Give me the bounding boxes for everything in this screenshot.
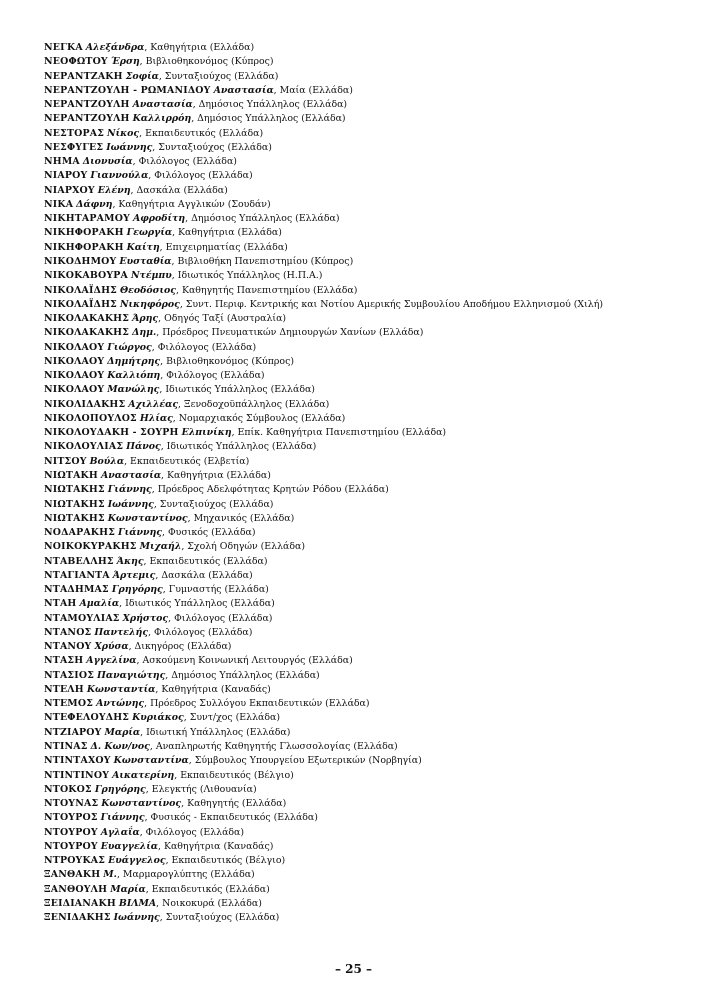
entry-surname: ΝΕΟΦΩΤΟΥ xyxy=(44,56,108,68)
entry-description: , Καθηγήτρια Αγγλικών (Σουδάν) xyxy=(112,198,271,210)
entry-description: , Φυσικός (Ελλάδα) xyxy=(161,527,256,539)
entry-given-name: Δημ. xyxy=(132,327,157,339)
entry-description: , Καθηγήτρια (Ελλάδα) xyxy=(161,469,271,481)
entry-surname: ΝΙΚΟΛΑΟΥ xyxy=(44,384,105,396)
list-item xyxy=(44,241,684,255)
entry-description: , Σχολή Οδηγών (Ελλάδα) xyxy=(181,541,305,553)
entry-given-name: Ευάγγελος xyxy=(108,855,166,867)
entry-surname: ΞΑΝΘΟΥΛΗ xyxy=(44,883,108,895)
entry-description: , Ιδιωτική Υπάλληλος (Ελλάδα) xyxy=(140,726,291,738)
entry-description: , Ιδιωτικός Υπάλληλος (Ελλάδα) xyxy=(119,598,275,610)
entry-given-name: Αγγελίνα xyxy=(86,655,137,667)
list-item xyxy=(44,583,684,597)
entry-description: , Καθηγήτρια (Ελλάδα) xyxy=(172,227,282,239)
list-item xyxy=(44,498,684,512)
entry-description: , Εκπαιδευτικός (Ελλάδα) xyxy=(145,883,270,895)
list-item xyxy=(44,298,684,312)
entry-given-name: Ντέμπυ xyxy=(130,270,172,282)
entry-surname: ΝΤΑΝΟΥ xyxy=(44,641,92,653)
entry-description: , Δημόσιος Υπάλληλος (Ελλάδα) xyxy=(165,669,320,681)
list-item xyxy=(44,483,684,497)
list-item xyxy=(44,840,684,854)
entry-given-name: Αγλαΐα xyxy=(100,826,140,838)
entry-surname: ΝΙΚΟΛΑΟΥ xyxy=(44,370,105,382)
entry-surname: ΝΙΚΟΛΑΪΔΗΣ xyxy=(44,298,117,310)
entry-surname: ΝΙΩΤΑΚΗΣ xyxy=(44,512,105,524)
list-item xyxy=(44,55,684,69)
entry-description: , Επίκ. Καθηγήτρια Πανεπιστημίου (Ελλάδα) xyxy=(231,427,447,439)
entry-given-name: Δάφνη xyxy=(76,198,113,210)
list-item xyxy=(44,341,684,355)
list-item xyxy=(44,526,684,540)
entry-description: , Δημόσιος Υπάλληλος (Ελλάδα) xyxy=(192,99,348,111)
entry-surname: ΝΕΡΑΝΤΖΟΥΛΗ - ΡΩΜΑΝΙΔΟΥ xyxy=(44,84,211,96)
list-item xyxy=(44,184,684,198)
list-item xyxy=(44,212,684,226)
list-item xyxy=(44,726,684,740)
entry-surname: ΝΙΚΟΚΑΒΟΥΡΑ xyxy=(44,270,128,282)
entry-given-name: Αντώνης xyxy=(96,698,145,710)
entry-given-name: Κωνσταντίνος xyxy=(101,798,182,810)
entry-given-name: Μ. xyxy=(103,869,117,881)
entry-given-name: Ιωάννης xyxy=(107,498,154,510)
list-item xyxy=(44,826,684,840)
list-item xyxy=(44,711,684,725)
entry-surname: ΝΤΟΥΡΟΣ xyxy=(44,812,98,824)
entry-given-name: Άρης xyxy=(132,313,159,325)
list-item xyxy=(44,797,684,811)
entry-given-name: Καλλιόπη xyxy=(107,370,161,382)
entry-surname: ΝΤΑΜΟΥΛΙΑΣ xyxy=(44,612,120,624)
entry-description: , Φιλόλογος (Ελλάδα) xyxy=(160,370,265,382)
entry-given-name: Κωνσταντία xyxy=(86,683,156,695)
entry-given-name: Αφροδίτη xyxy=(132,213,186,225)
entry-surname: ΞΕΝΙΔΑΚΗΣ xyxy=(44,912,111,924)
entry-given-name: Αναστασία xyxy=(213,84,274,96)
entry-surname: ΝΤΕΜΟΣ xyxy=(44,698,94,710)
list-item xyxy=(44,226,684,240)
entry-given-name: Διονυσία xyxy=(82,156,133,168)
list-item xyxy=(44,112,684,126)
entry-given-name: Ευαγγελία xyxy=(100,840,158,852)
list-item xyxy=(44,640,684,654)
entry-description: , Συντ/χος (Ελλάδα) xyxy=(183,712,280,724)
list-item xyxy=(44,455,684,469)
list-item xyxy=(44,255,684,269)
entry-surname: ΝΤΟΥΡΟΥ xyxy=(44,826,98,838)
entry-given-name: Παντελής xyxy=(94,626,149,638)
entry-given-name: Ελένη xyxy=(97,184,131,196)
entry-description: , Συνταξιούχος (Ελλάδα) xyxy=(159,912,280,924)
list-item xyxy=(44,597,684,611)
entry-surname: ΝΙΚΟΛΑΚΑΚΗΣ xyxy=(44,327,130,339)
entry-given-name: Γιώργος xyxy=(107,341,152,353)
entry-given-name: Νικηφόρος xyxy=(119,298,180,310)
entry-given-name: Κυριάκος xyxy=(132,712,184,724)
entry-given-name: Ελπινίκη xyxy=(181,427,232,439)
entry-given-name: Κωνσταντίνα xyxy=(113,755,189,767)
entry-description: , Γυμναστής (Ελλάδα) xyxy=(162,584,269,596)
entry-description: , Οδηγός Ταξί (Αυστραλία) xyxy=(158,313,287,325)
entry-description: , Καθηγητής (Ελλάδα) xyxy=(181,798,287,810)
entry-given-name: Μαρία xyxy=(104,726,141,738)
entry-description: , Πρόεδρος Πνευματικών Δημιουργών Χανίων (Ελλάδα) xyxy=(156,327,424,339)
entry-given-name: Αχιλλέας xyxy=(128,398,179,410)
entry-description: , Καθηγήτρια (Ελλάδα) xyxy=(144,42,255,53)
entry-surname: ΝΤΑΒΕΛΛΗΣ xyxy=(44,555,114,567)
list-item xyxy=(44,398,684,412)
page-number: – 25 – xyxy=(334,962,373,976)
entry-given-name: Δ. Κων/νος xyxy=(90,741,150,753)
list-item xyxy=(44,469,684,483)
list-item xyxy=(44,783,684,797)
entry-surname: ΝΕΡΑΝΤΖΑΚΗ xyxy=(44,70,123,82)
entry-given-name: Χρύσα xyxy=(94,641,129,653)
entry-surname: ΝΙΚΟΛΑΟΥ xyxy=(44,341,105,353)
entry-description: , Συνταξιούχος (Ελλάδα) xyxy=(153,498,274,510)
list-item xyxy=(44,312,684,326)
entry-surname: ΝΤΙΝΤΙΝΟΥ xyxy=(44,769,110,781)
entry-description: , Βιβλιοθηκονόμος (Κύπρος) xyxy=(139,56,274,68)
entry-surname: ΝΙΚΗΦΟΡΑΚΗ xyxy=(44,227,124,239)
list-item xyxy=(44,412,684,426)
entry-surname: ΝΤΡΟΥΚΑΣ xyxy=(44,855,106,867)
entry-description: , Φιλόλογος (Ελλάδα) xyxy=(168,612,273,624)
entry-description: , Δικηγόρος (Ελλάδα) xyxy=(128,641,232,653)
entry-surname: ΝΙΚΟΛΟΠΟΥΛΟΣ xyxy=(44,412,137,424)
entry-description: , Εκπαιδευτικός (Βέλγιο) xyxy=(174,769,294,781)
entry-surname: ΝΙΚΟΔΗΜΟΥ xyxy=(44,255,117,267)
entry-description: , Δασκάλα (Ελλάδα) xyxy=(155,569,253,581)
entry-description: , Μηχανικός (Ελλάδα) xyxy=(187,512,295,524)
entry-given-name: Πάνος xyxy=(126,441,161,453)
entry-given-name: Ιωάννης xyxy=(106,141,153,153)
list-item xyxy=(44,754,684,768)
entry-surname: ΝΕΣΦΥΓΕΣ xyxy=(44,141,104,153)
entry-description: , Φιλόλογος (Ελλάδα) xyxy=(132,156,237,168)
entry-description: , Σύμβουλος Υπουργείου Εξωτερικών (Νορβηγία) xyxy=(188,755,422,767)
entry-surname: ΞΑΝΘΑΚΗ xyxy=(44,869,101,881)
entry-surname: ΝΤΑΓΙΑΝΤΑ xyxy=(44,569,110,581)
list-item xyxy=(44,269,684,283)
entry-description: , Συνταξιούχος (Ελλάδα) xyxy=(152,141,272,153)
entry-description: , Δημόσιος Υπάλληλος (Ελλάδα) xyxy=(185,213,340,225)
entry-given-name: Αναστασία xyxy=(132,99,193,111)
entry-given-name: Μιχαήλ xyxy=(139,541,182,553)
list-item xyxy=(44,683,684,697)
list-item xyxy=(44,512,684,526)
entry-given-name: Αικατερίνη xyxy=(112,769,175,781)
entry-description: , Φιλόλογος (Ελλάδα) xyxy=(139,826,245,838)
entry-description: , Εκπαιδευτικός (Βέλγιο) xyxy=(165,855,286,867)
list-item xyxy=(44,127,684,141)
entry-surname: ΝΙΩΤΑΚΗΣ xyxy=(44,498,105,510)
entry-description: , Καθηγητής Πανεπιστημίου (Ελλάδα) xyxy=(176,284,358,296)
entry-surname: ΝΤΑΣΙΟΣ xyxy=(44,669,95,681)
entry-given-name: Ιωάννης xyxy=(113,912,160,924)
entry-given-name: Γιάννης xyxy=(107,484,152,496)
entry-surname: ΝΙΚΑ xyxy=(44,198,74,210)
entry-surname: ΝΤΑΔΗΜΑΣ xyxy=(44,584,109,596)
entry-description: , Βιβλιοθηκονόμος (Κύπρος) xyxy=(160,355,294,367)
entry-surname: ΝΤΟΥΝΑΣ xyxy=(44,798,99,810)
entry-given-name: Αμαλία xyxy=(79,598,120,610)
entry-given-name: ΒΙΛΜΑ xyxy=(118,897,157,909)
entry-given-name: Νίκος xyxy=(107,127,140,139)
entry-description: , Ασκούμενη Κοινωνική Λειτουργός (Ελλάδα) xyxy=(136,655,353,667)
entry-given-name: Ευσταθία xyxy=(119,255,172,267)
list-item xyxy=(44,284,684,298)
entry-surname: ΝΟΙΚΟΚΥΡΑΚΗΣ xyxy=(44,541,137,553)
list-item xyxy=(44,141,684,155)
list-item xyxy=(44,612,684,626)
entry-description: , Φυσικός - Εκπαιδευτικός (Ελλάδα) xyxy=(144,812,318,824)
entry-given-name: Μανώλης xyxy=(107,384,160,396)
entry-description: , Ιδιωτικός Υπάλληλος (Ελλάδα) xyxy=(159,384,315,396)
entry-given-name: Γρηγόρης xyxy=(94,783,146,795)
entry-description: , Μαρμαρογλύπτης (Ελλάδα) xyxy=(116,869,255,881)
list-item xyxy=(44,911,684,925)
list-item xyxy=(44,440,684,454)
list-item xyxy=(44,169,684,183)
list-item xyxy=(44,383,684,397)
entry-description: , Πρόεδρος Αδελφότητας Κρητών Ρόδου (Ελλάδα) xyxy=(151,484,389,496)
entry-surname: ΝΙΚΟΛΑΚΑΚΗΣ xyxy=(44,313,130,325)
entry-surname: ΝΤΙΝΤΑΧΟΥ xyxy=(44,755,111,767)
entry-description: , Επιχειρηματίας (Ελλάδα) xyxy=(159,241,288,253)
entry-surname: ΝΙΑΡΧΟΥ xyxy=(44,184,95,196)
entry-given-name: Αναστασία xyxy=(100,469,162,481)
entry-surname: ΝΙΑΡΟΥ xyxy=(44,170,88,182)
entry-surname: ΝΤΑΝΟΣ xyxy=(44,626,92,638)
entry-surname: ΝΙΚΟΛΟΥΔΑΚΗ - ΣΟΥΡΗ xyxy=(44,427,179,439)
entry-description: , Καθηγήτρια (Καναδάς) xyxy=(155,683,271,695)
entry-surname: ΝΤΟΚΟΣ xyxy=(44,783,92,795)
entry-description: , Εκπαιδευτικός (Ελλάδα) xyxy=(139,127,264,139)
entry-description: , Εκπαιδευτικός (Ελβετία) xyxy=(124,455,250,467)
entry-surname: ΝΤΕΦΕΛΟΥΔΗΣ xyxy=(44,712,130,724)
entry-surname: ΝΤΑΗ xyxy=(44,598,77,610)
entry-surname: ΞΕΙΔΙΑΝΑΚΗ xyxy=(44,897,116,909)
entry-description: , Πρόεδρος Συλλόγου Εκπαιδευτικών (Ελλάδα) xyxy=(144,698,370,710)
entry-given-name: Σοφία xyxy=(125,70,159,82)
list-item xyxy=(44,740,684,754)
entry-description: , Δημόσιος Υπάλληλος (Ελλάδα) xyxy=(191,113,346,125)
entry-surname: ΝΕΓΚΑ xyxy=(44,42,83,53)
entry-surname: ΝΙΩΤΑΚΗ xyxy=(44,469,98,481)
entry-surname: ΝΗΜΑ xyxy=(44,156,80,168)
list-item xyxy=(44,854,684,868)
entry-surname: ΝΙΚΟΛΙΔΑΚΗΣ xyxy=(44,398,126,410)
entry-surname: ΝΙΩΤΑΚΗΣ xyxy=(44,484,105,496)
entry-surname: ΝΕΡΑΝΤΖΟΥΛΗ xyxy=(44,99,130,111)
entry-given-name: Γεωργία xyxy=(126,227,173,239)
list-item xyxy=(44,626,684,640)
entry-surname: ΝΙΚΟΛΑΟΥ xyxy=(44,355,105,367)
entry-surname: ΝΙΚΟΛΑΪΔΗΣ xyxy=(44,284,117,296)
list-item xyxy=(44,897,684,911)
entry-surname: ΝΤΖΙΑΡΟΥ xyxy=(44,726,102,738)
list-item xyxy=(44,41,684,55)
entry-given-name: Καίτη xyxy=(126,241,160,253)
list-item xyxy=(44,98,684,112)
entry-given-name: Παναγιώτης xyxy=(97,669,166,681)
entry-description: , Καθηγήτρια (Καναδάς) xyxy=(157,840,274,852)
list-item xyxy=(44,811,684,825)
entry-given-name: Βούλα xyxy=(89,455,125,467)
entry-description: , Αναπληρωτής Καθηγητής Γλωσσολογίας (Ελλάδα) xyxy=(149,741,398,753)
list-item xyxy=(44,355,684,369)
entry-description: , Δασκάλα (Ελλάδα) xyxy=(130,184,228,196)
entry-given-name: Γιάννης xyxy=(118,527,162,539)
entry-surname: ΝΙΚΗΦΟΡΑΚΗ xyxy=(44,241,124,253)
entry-given-name: Άρτεμις xyxy=(112,569,156,581)
entry-given-name: Θεοδόσιος xyxy=(119,284,176,296)
entry-given-name: Χρήστος xyxy=(122,612,169,624)
entry-surname: ΝΟΔΑΡΑΚΗΣ xyxy=(44,527,116,539)
list-item xyxy=(44,198,684,212)
entry-given-name: Αλεξάνδρα xyxy=(85,42,145,53)
entry-given-name: Μαρία xyxy=(110,883,146,895)
entry-description: , Ιδιωτικός Υπάλληλος (Ελλάδα) xyxy=(160,441,317,453)
entry-given-name: Καλλιρρόη xyxy=(132,113,192,125)
list-item xyxy=(44,426,684,440)
entry-description: , Συντ. Περιφ. Κεντρικής και Νοτίου Αμερικής Συμβουλίου Αποδήμου Ελληνισμού (Χιλή) xyxy=(179,298,603,310)
entry-given-name: Γρηγόρης xyxy=(111,584,163,596)
entry-description: , Ξενοδοχοϋπάλληλος (Ελλάδα) xyxy=(178,398,330,410)
entry-description: , Ιδιωτικός Υπάλληλος (Η.Π.Α.) xyxy=(171,270,323,282)
list-item xyxy=(44,868,684,882)
list-item xyxy=(44,555,684,569)
entry-surname: ΝΙΚΟΛΟΥΛΙΑΣ xyxy=(44,441,124,453)
entry-given-name: Ηλίας xyxy=(139,412,173,424)
list-item xyxy=(44,84,684,98)
list-item xyxy=(44,669,684,683)
entry-surname: ΝΙΚΗΤΑΡΑΜΟΥ xyxy=(44,213,130,225)
list-item xyxy=(44,540,684,554)
entry-surname: ΝΤΙΝΑΣ xyxy=(44,741,88,753)
entry-description: , Συνταξιούχος (Ελλάδα) xyxy=(158,70,279,82)
entry-given-name: Γιάννης xyxy=(100,812,145,824)
entry-description: , Φιλόλογος (Ελλάδα) xyxy=(148,626,253,638)
entry-description: , Νομαρχιακός Σύμβουλος (Ελλάδα) xyxy=(172,412,346,424)
entry-given-name: Έρση xyxy=(110,56,140,68)
entry-surname: ΝΕΣΤΟΡΑΣ xyxy=(44,127,105,139)
list-item xyxy=(44,769,684,783)
list-item xyxy=(44,883,684,897)
entry-surname: ΝΤΟΥΡΟΥ xyxy=(44,840,98,852)
entry-description: , Μαία (Ελλάδα) xyxy=(273,84,353,96)
list-item xyxy=(44,697,684,711)
entry-given-name: Δημήτρης xyxy=(107,355,161,367)
entry-description: , Φιλόλογος (Ελλάδα) xyxy=(151,341,257,353)
list-item xyxy=(44,70,684,84)
entry-description: , Ελεγκτής (Λιθουανία) xyxy=(145,783,257,795)
list-item xyxy=(44,326,684,340)
entry-surname: ΝΤΑΣΗ xyxy=(44,655,84,667)
entry-given-name: Γιαννούλα xyxy=(90,170,149,182)
entry-description: , Νοικοκυρά (Ελλάδα) xyxy=(156,897,262,909)
entry-description: , Βιβλιοθήκη Πανεπιστημίου (Κύπρος) xyxy=(171,255,354,267)
entry-description: , Εκπαιδευτικός (Ελλάδα) xyxy=(143,555,268,567)
entry-surname: ΝΤΕΛΗ xyxy=(44,683,84,695)
list-item xyxy=(44,369,684,383)
entry-given-name: Κωνσταντίνος xyxy=(107,512,188,524)
list-item xyxy=(44,569,684,583)
list-item xyxy=(44,155,684,169)
entry-surname: ΝΙΤΣΟΥ xyxy=(44,455,87,467)
entry-given-name: Άκης xyxy=(116,555,144,567)
list-item xyxy=(44,654,684,668)
entry-surname: ΝΕΡΑΝΤΖΟΥΛΗ xyxy=(44,113,130,125)
name-list xyxy=(44,41,684,925)
entry-description: , Φιλόλογος (Ελλάδα) xyxy=(148,170,253,182)
